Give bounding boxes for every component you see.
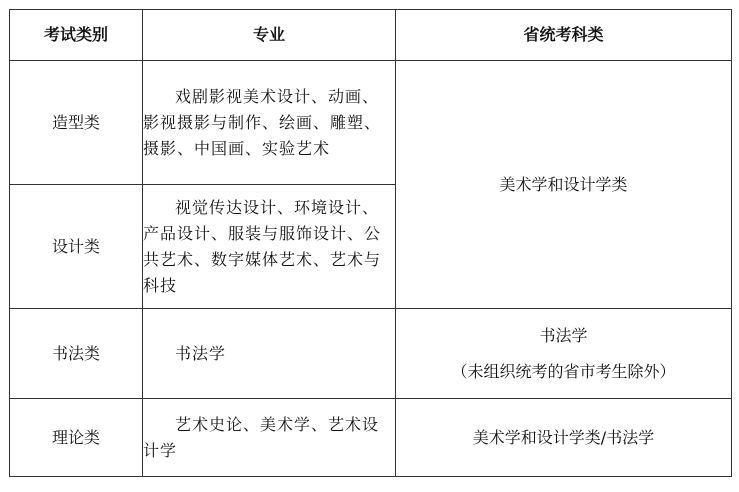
major-list-text: 书法学 (175, 343, 227, 363)
major-cell (143, 399, 396, 477)
category-cell: 理论类 (10, 399, 143, 477)
major-cell (143, 309, 396, 399)
provincial-text: 美术学和设计学类/书法学 (472, 427, 655, 447)
table-header-row (10, 10, 732, 61)
exam-category-table (9, 9, 732, 477)
major-list-text: 戏剧影视美术设计、动画、影视摄影与制作、绘画、雕塑、摄影、中国画、实验艺术 (143, 86, 382, 158)
major-cell (143, 61, 396, 185)
provincial-gap (396, 349, 731, 359)
header-major: 专业 (143, 10, 396, 61)
category-cell: 造型类 (10, 61, 143, 185)
provincial-note: （未组织统考的省市考生除外） (451, 361, 676, 381)
major-cell (143, 185, 396, 309)
header-provincial-category: 省统考科类 (396, 10, 732, 61)
table-row (10, 61, 732, 185)
category-cell: 书法类 (10, 309, 143, 399)
header-exam-category: 考试类别 (10, 10, 143, 61)
provincial-text: 美术学和设计学类 (499, 174, 628, 194)
table-row (10, 399, 732, 477)
category-cell: 设计类 (10, 185, 143, 309)
provincial-cell (396, 61, 732, 309)
table-row (10, 309, 732, 399)
major-list-text: 艺术史论、美术学、艺术设计学 (143, 414, 380, 460)
major-list-text: 视觉传达设计、环境设计、产品设计、服装与服饰设计、公共艺术、数字媒体艺术、艺术与科技 (143, 197, 382, 295)
provincial-text: 书法学 (539, 325, 588, 345)
provincial-cell (396, 309, 732, 399)
provincial-cell (396, 399, 732, 477)
